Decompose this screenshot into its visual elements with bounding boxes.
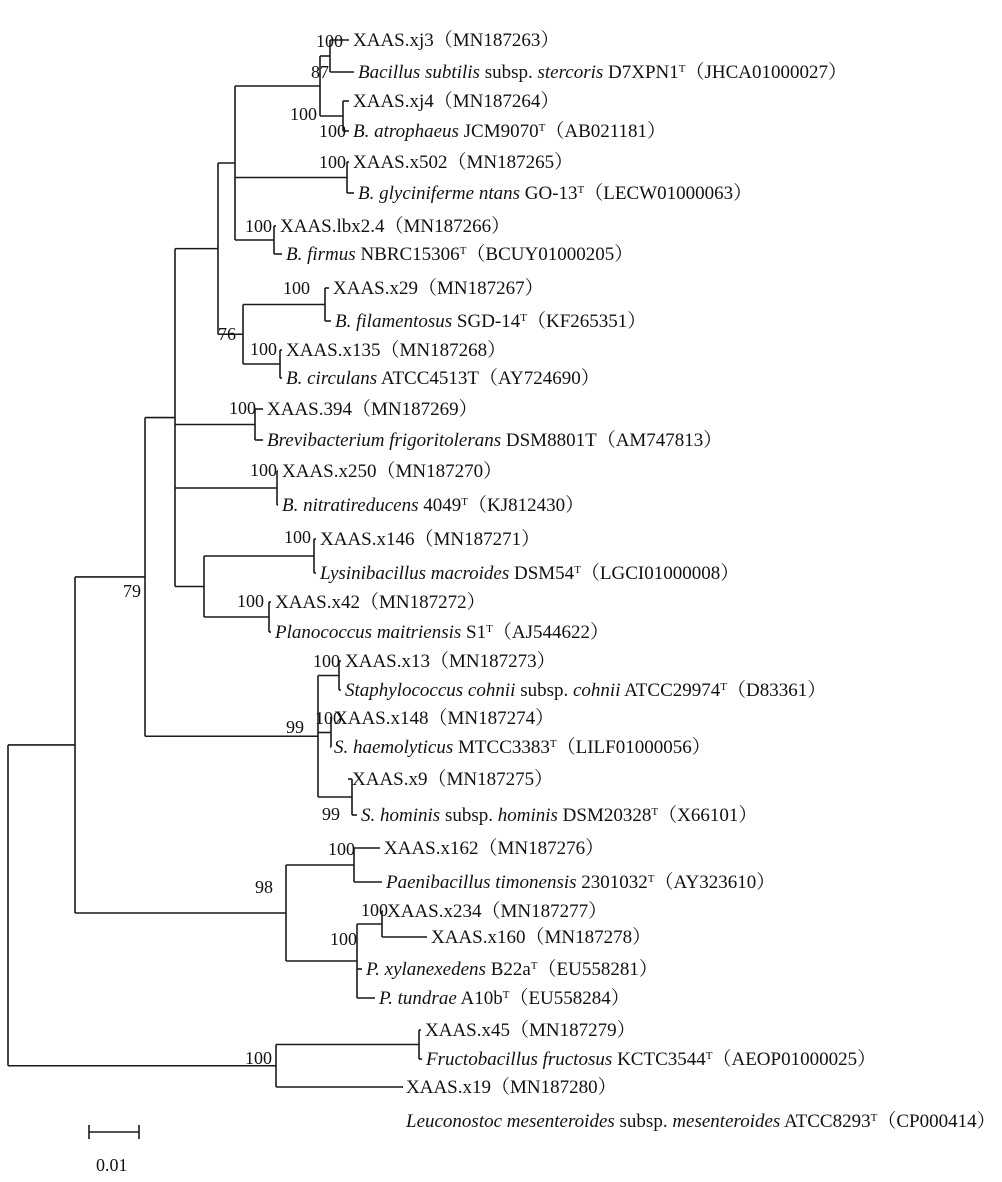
taxon-text: A10b: [456, 988, 503, 1009]
type-strain-superscript: T: [574, 564, 581, 576]
taxon-label: [353, 120, 666, 142]
type-strain-superscript: T: [870, 1112, 878, 1124]
taxon-text: NBRC15306: [355, 244, 460, 265]
taxon-label: [282, 460, 502, 482]
bootstrap-value: 98: [255, 877, 273, 897]
type-strain-superscript: T: [705, 1050, 713, 1062]
taxon-text: 2301032: [576, 872, 648, 893]
taxon-text: XAAS.394: [267, 399, 352, 420]
taxon-text: GO-13: [520, 183, 578, 204]
taxon-label: [425, 1048, 876, 1070]
taxon-text: （AY724690）: [479, 368, 600, 389]
taxon-text: （MN187280）: [490, 1077, 617, 1098]
scale-bar: [89, 1125, 139, 1175]
bootstrap-value: 100: [315, 708, 342, 728]
taxon-name-italic: P. xylanexedens: [366, 959, 486, 980]
taxon-text: XAAS.x146: [320, 529, 415, 550]
taxon-label: [319, 562, 739, 584]
taxon-text: XAAS.xj3: [353, 30, 434, 51]
taxon-label: [353, 90, 559, 112]
taxon-text: subsp.: [515, 680, 573, 701]
taxon-text: （D83361）: [727, 680, 827, 701]
taxon-text: XAAS.x162: [384, 838, 479, 859]
type-strain-superscript: T: [459, 245, 467, 257]
taxon-name-italic: hominis: [497, 805, 558, 826]
taxon-text: （LILF01000056）: [556, 737, 711, 758]
taxon-label: [280, 215, 510, 237]
taxon-name-italic: Staphylococcus cohnii: [345, 680, 516, 701]
taxon-label: [282, 494, 584, 516]
taxon-label: [320, 528, 540, 550]
type-strain-superscript: T: [530, 960, 538, 972]
taxon-name-italic: B. nitratireducens: [282, 495, 419, 516]
taxon-text: subsp.: [479, 62, 538, 83]
taxon-label: [286, 367, 600, 389]
taxon-label: [275, 591, 486, 613]
taxon-name-italic: S. haemolyticus: [334, 737, 454, 758]
taxon-text: （MN187272）: [359, 592, 486, 613]
taxon-label: [425, 1019, 636, 1041]
bootstrap-value: 99: [286, 717, 304, 737]
taxon-text: （MN187270）: [376, 461, 503, 482]
type-strain-superscript: T: [538, 122, 546, 134]
taxon-label: [345, 679, 826, 701]
taxon-label: [286, 339, 506, 361]
bootstrap-value: 100: [316, 31, 343, 51]
bootstrap-value: 87: [311, 62, 329, 82]
taxon-text: （MN187268）: [380, 340, 507, 361]
taxon-text: （AY323610）: [654, 872, 776, 893]
taxon-label: [384, 837, 604, 859]
bootstrap-value: 100: [229, 398, 256, 418]
taxon-text: （X66101）: [658, 805, 758, 826]
taxon-label: [358, 61, 847, 83]
taxon-label: [406, 1076, 617, 1098]
taxon-label: [385, 871, 775, 893]
taxon-text: XAAS.x45: [425, 1020, 510, 1041]
taxon-text: 4049: [418, 495, 462, 516]
taxon-labels: [267, 29, 996, 1132]
scale-bar-label: 0.01: [96, 1155, 128, 1175]
taxon-text: （AM747813）: [596, 430, 723, 451]
taxon-text: S1: [461, 622, 487, 643]
taxon-label: [345, 650, 556, 672]
bootstrap-value: 76: [218, 324, 236, 344]
taxon-label: [353, 29, 559, 51]
taxon-text: （MN187279）: [509, 1020, 636, 1041]
taxon-text: （KJ812430）: [467, 495, 585, 516]
type-strain-superscript: T: [577, 184, 585, 196]
taxon-name-italic: Lysinibacillus macroides: [320, 563, 510, 584]
bootstrap-value: 99: [322, 804, 340, 824]
taxon-name-italic: Paenibacillus timonensis: [386, 872, 577, 893]
taxon-text: （AEOP01000025）: [712, 1049, 877, 1070]
taxon-text: subsp.: [614, 1111, 673, 1132]
taxon-text: DSM54: [509, 563, 575, 584]
taxon-label: [365, 958, 658, 980]
taxon-text: （JHCA01000027）: [685, 62, 848, 83]
taxon-text: （MN187273）: [429, 651, 556, 672]
taxon-label: [378, 987, 630, 1009]
taxon-label: [334, 707, 554, 729]
taxon-text: （MN187274）: [428, 708, 555, 729]
taxon-name-italic: Planococcus maitriensis: [275, 622, 462, 643]
bootstrap-value: 100: [284, 527, 311, 547]
taxon-text: （EU558281）: [537, 959, 658, 980]
bootstrap-value: 100: [283, 278, 310, 298]
bootstrap-value: 100: [361, 900, 388, 920]
taxon-text: （CP000414）: [877, 1111, 996, 1132]
taxon-label: [335, 310, 646, 332]
taxon-text: （AJ544622）: [492, 622, 609, 643]
bootstrap-value: 100: [250, 339, 277, 359]
taxon-name-italic: S. hominis: [361, 805, 441, 826]
taxon-label: [353, 151, 573, 173]
taxon-text: （MN187267）: [417, 278, 544, 299]
type-strain-superscript: T: [651, 806, 659, 818]
taxon-name-italic: Fructobacillus fructosus: [426, 1049, 613, 1070]
type-strain-superscript: T: [461, 496, 468, 508]
taxon-text: （MN187275）: [427, 769, 554, 790]
taxon-text: XAAS.x9: [352, 769, 428, 790]
taxon-text: XAAS.x250: [282, 461, 377, 482]
taxon-text: XAAS.x42: [275, 592, 360, 613]
taxon-text: （MN187277）: [481, 901, 608, 922]
taxon-name-italic: B. circulans: [286, 368, 378, 389]
taxon-name-italic: B. glyciniferme ntans: [358, 183, 520, 204]
taxon-text: （MN187271）: [414, 529, 541, 550]
type-strain-superscript: T: [678, 63, 686, 75]
taxon-name-italic: mesenteroides: [672, 1111, 781, 1132]
taxon-text: DSM20328: [557, 805, 652, 826]
taxon-text: （MN187269）: [351, 399, 478, 420]
taxon-text: （MN187264）: [433, 91, 560, 112]
bootstrap-value: 100: [330, 929, 357, 949]
bootstrap-value: 100: [290, 104, 317, 124]
taxon-text: MTCC3383: [453, 737, 550, 758]
type-strain-superscript: T: [647, 873, 655, 885]
taxon-name-italic: B. atrophaeus: [353, 121, 459, 142]
taxon-name-italic: Leuconostoc mesenteroides: [406, 1111, 615, 1132]
taxon-text: D7XPN1: [603, 62, 679, 83]
taxon-text: （KF265351）: [527, 311, 647, 332]
taxon-name-italic: stercoris: [537, 62, 604, 83]
type-strain-superscript: T: [520, 312, 527, 324]
taxon-label: [274, 621, 609, 643]
bootstrap-value: 100: [319, 152, 346, 172]
taxon-text: （BCUY01000205）: [466, 244, 634, 265]
taxon-text: （MN187278）: [525, 927, 652, 948]
taxon-label: [267, 429, 722, 451]
taxon-text: KCTC3544: [612, 1049, 706, 1070]
taxon-text: （LGCI01000008）: [580, 563, 740, 584]
taxon-text: XAAS.x148: [334, 708, 429, 729]
taxon-name-italic: Brevibacterium frigoritolerans: [267, 430, 502, 451]
taxon-label: [334, 736, 711, 758]
taxon-text: XAAS.x234: [387, 901, 482, 922]
bootstrap-value: 100: [245, 1048, 272, 1068]
taxon-label: [405, 1110, 996, 1132]
taxon-text: ATCC8293: [780, 1111, 871, 1132]
bootstrap-value: 100: [237, 591, 264, 611]
taxon-name-italic: Bacillus subtilis: [358, 62, 480, 83]
taxon-text: XAAS.x19: [406, 1077, 491, 1098]
type-strain-superscript: T: [549, 738, 557, 750]
taxon-text: （MN187266）: [384, 216, 511, 237]
bootstrap-value: 79: [123, 581, 141, 601]
taxon-label: [267, 398, 478, 420]
taxon-text: B22a: [485, 959, 531, 980]
type-strain-superscript: T: [502, 989, 510, 1001]
taxon-text: XAAS.lbx2.4: [280, 216, 385, 237]
bootstrap-value: 100: [328, 839, 355, 859]
taxon-text: （MN187265）: [447, 152, 574, 173]
taxon-text: XAAS.x29: [333, 278, 418, 299]
bootstrap-value: 100: [313, 651, 340, 671]
taxon-name-italic: B. filamentosus: [335, 311, 453, 332]
taxon-name-italic: P. tundrae: [379, 988, 457, 1009]
taxon-text: （EU558284）: [509, 988, 630, 1009]
taxon-text: （AB021181）: [545, 121, 667, 142]
taxon-text: XAAS.xj4: [353, 91, 434, 112]
taxon-name-italic: B. firmus: [286, 244, 356, 265]
type-strain-superscript: T: [486, 623, 493, 635]
taxon-text: XAAS.x135: [286, 340, 381, 361]
taxon-label: [286, 243, 633, 265]
taxon-label: [333, 277, 544, 299]
taxon-text: SGD-14: [452, 311, 521, 332]
taxon-text: subsp.: [440, 805, 498, 826]
taxon-label: [352, 768, 553, 790]
taxon-label: [387, 900, 607, 922]
taxon-text: XAAS.x502: [353, 152, 448, 173]
taxon-text: ATCC29974: [620, 680, 721, 701]
type-strain-superscript: T: [720, 681, 727, 693]
taxon-text: XAAS.x13: [345, 651, 430, 672]
bootstrap-value: 100: [250, 460, 277, 480]
taxon-label: [361, 804, 757, 826]
taxon-name-italic: cohnii: [572, 680, 621, 701]
taxon-text: XAAS.x160: [431, 927, 526, 948]
taxon-label: [358, 182, 752, 204]
bootstrap-value: 100: [245, 216, 272, 236]
taxon-label: [431, 926, 651, 948]
taxon-text: （MN187276）: [478, 838, 605, 859]
taxon-text: （MN187263）: [433, 30, 560, 51]
bootstrap-value: 100: [319, 121, 346, 141]
taxon-text: ATCC4513T: [377, 368, 479, 389]
taxon-text: JCM9070: [458, 121, 539, 142]
taxon-text: DSM8801T: [501, 430, 597, 451]
taxon-text: （LECW01000063）: [584, 183, 753, 204]
